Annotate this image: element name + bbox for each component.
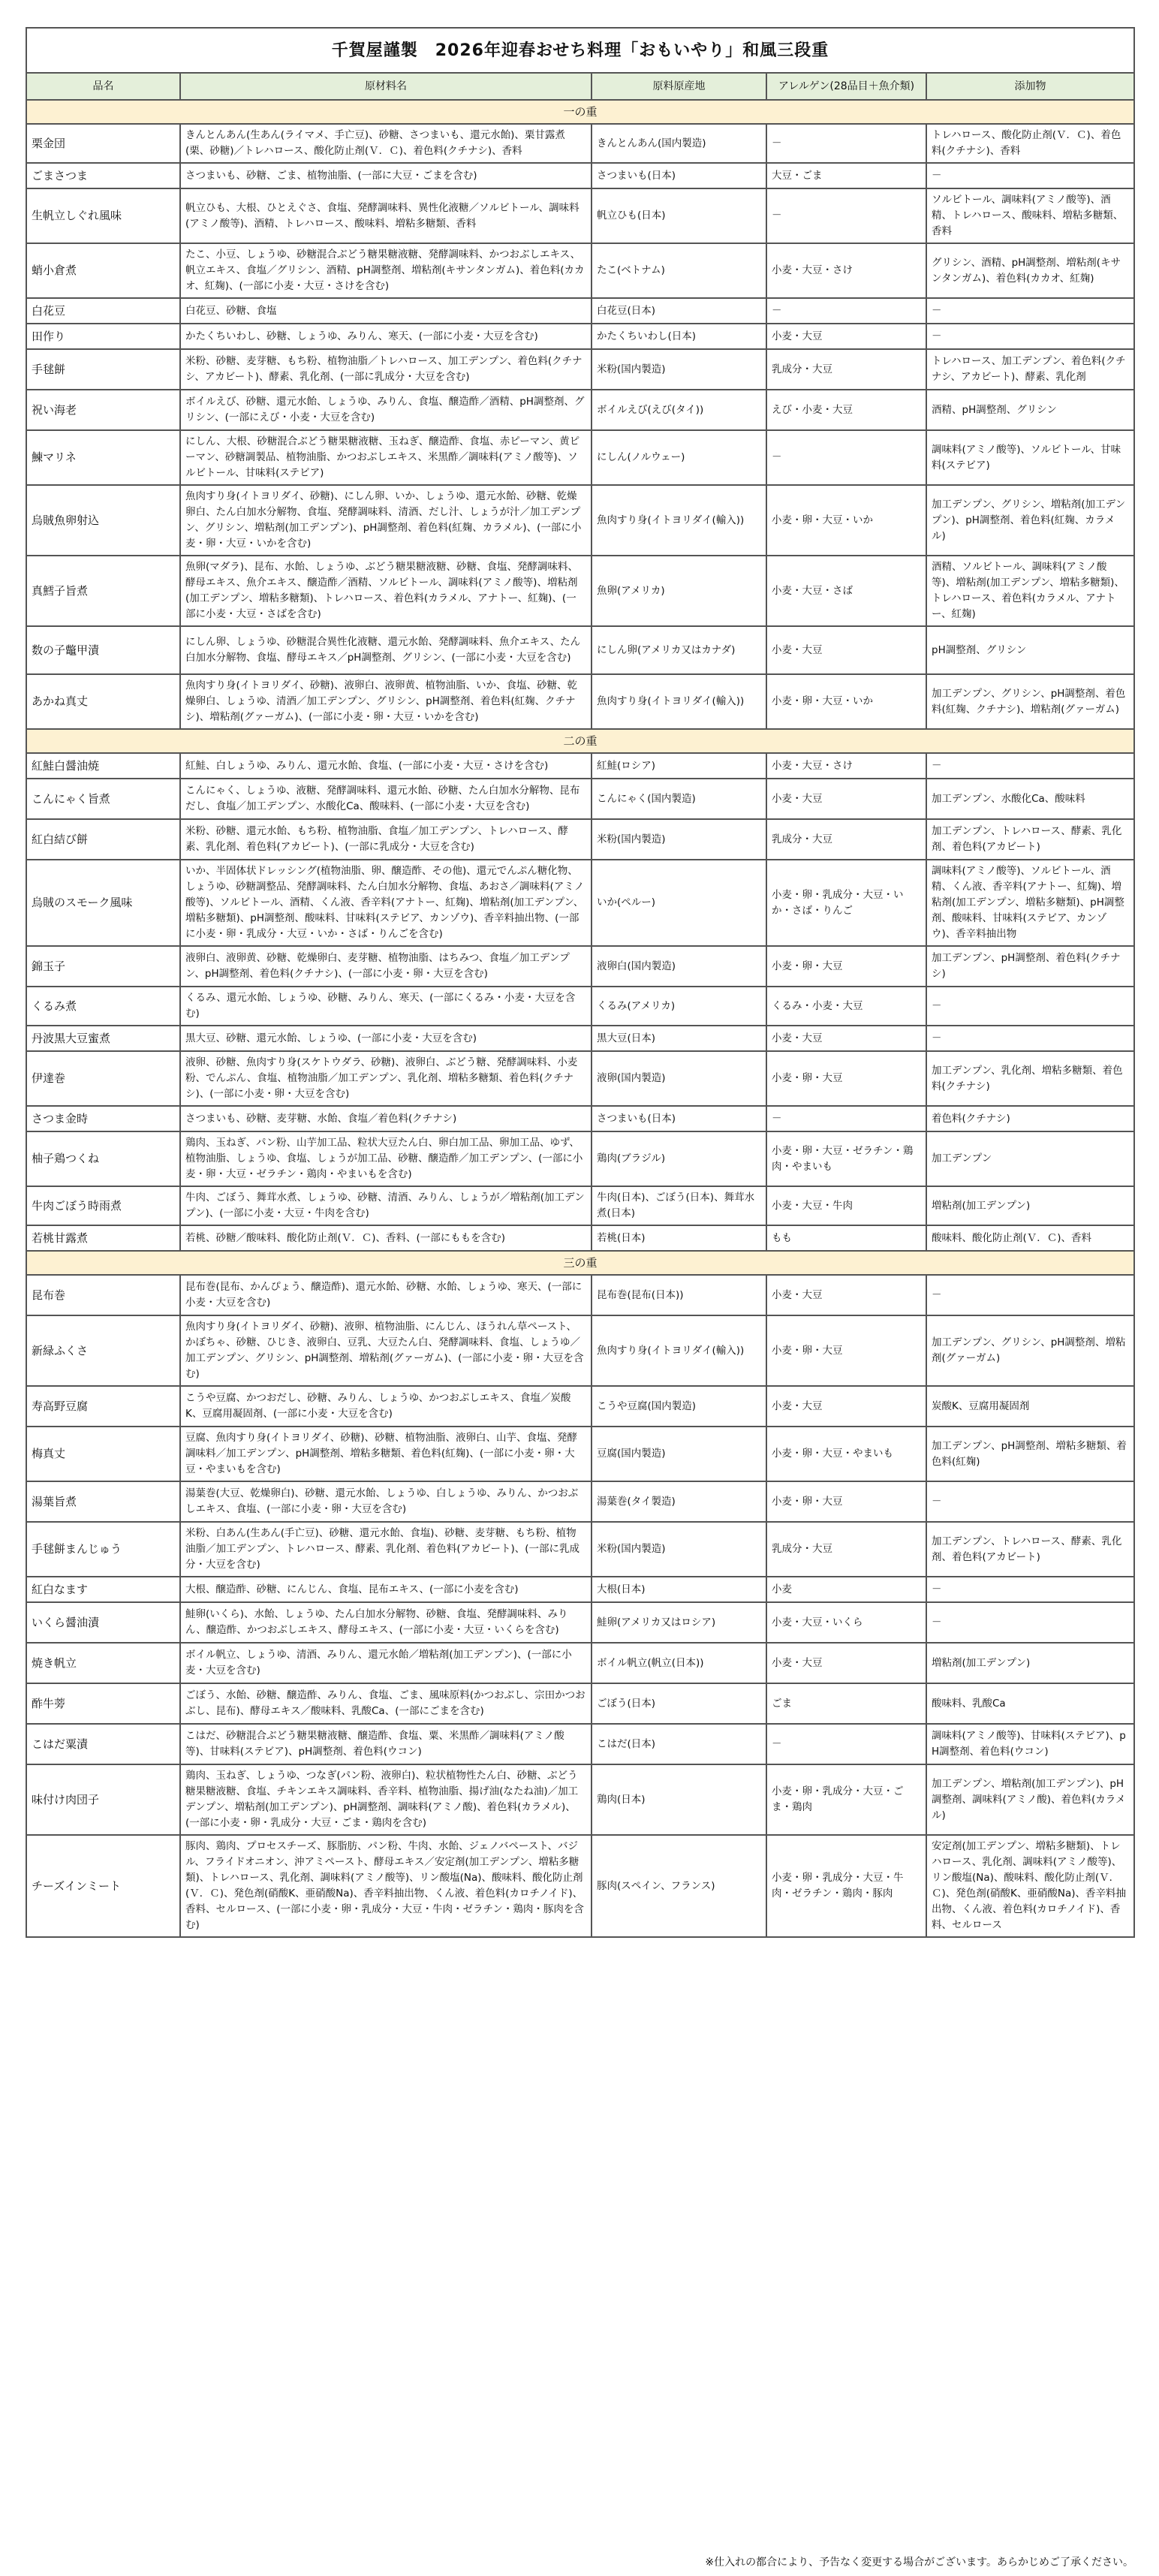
cell-allergen: 小麦・大豆	[766, 626, 926, 674]
cell-additives: 酒精、ソルビトール、調味料(アミノ酸等)、増粘剤(加工デンプン、増粘多糖類)、トレハロース、着色料(カラメル、アナトー、紅麹)	[926, 556, 1134, 626]
cell-allergen: －	[766, 298, 926, 324]
table-row	[26, 987, 1134, 1026]
cell-allergen: 小麦・卵・大豆	[766, 1481, 926, 1522]
cell-additives: pH調整剤、グリシン	[926, 626, 1134, 674]
cell-allergen: 小麦・卵・大豆・ゼラチン・鶏肉・やまいも	[766, 1131, 926, 1186]
cell-allergen: 小麦・大豆	[766, 779, 926, 819]
cell-allergen: 小麦	[766, 1577, 926, 1602]
cell-origin: ボイル帆立(帆立(日本))	[592, 1643, 766, 1683]
ingredient-sheet	[26, 27, 1133, 1938]
cell-allergen: 小麦・大豆	[766, 1643, 926, 1683]
cell-origin: 牛肉(日本)、ごぼう(日本)、舞茸水煮(日本)	[592, 1186, 766, 1225]
cell-origin: 帆立ひも(日本)	[592, 188, 766, 243]
cell-origin: 鮭卵(アメリカ又はロシア)	[592, 1602, 766, 1643]
cell-ingredients: ごぼう、水飴、砂糖、醸造酢、みりん、食塩、ごま、風味原料(かつおぶし、宗田かつおぶし、昆布)、酵母エキス／酸味料、乳酸Ca、(一部にごまを含む)	[180, 1683, 592, 1724]
cell-ingredients: 牛肉、ごぼう、舞茸水煮、しょうゆ、砂糖、清酒、みりん、しょうが／増粘剤(加工デンプン)、(一部に小麦・大豆・牛肉を含む)	[180, 1186, 592, 1225]
cell-name: 数の子鼈甲漬	[26, 626, 180, 674]
cell-allergen: 小麦・大豆・さけ	[766, 753, 926, 779]
cell-name: 手毬餅	[26, 349, 180, 390]
section-header-row	[26, 729, 1134, 753]
cell-ingredients: 大根、醸造酢、砂糖、にんじん、食塩、昆布エキス、(一部に小麦を含む)	[180, 1577, 592, 1602]
cell-additives: トレハロース、加工デンプン、着色料(クチナシ、アカビート)、酵素、乳化剤	[926, 349, 1134, 390]
col-header-additives: 添加物	[926, 73, 1134, 100]
table-row	[26, 1643, 1134, 1683]
cell-allergen: 小麦・大豆・牛肉	[766, 1186, 926, 1225]
table-row	[26, 1131, 1134, 1186]
cell-additives: 安定剤(加工デンプン、増粘多糖類)、トレハロース、乳化剤、調味料(アミノ酸等)、リン酸塩(Na)、酸味料、酸化防止剤(Ｖ．Ｃ)、発色剤(硝酸K、亜硝酸Na)、香辛料抽出物、くん液、着色料(カロチノイド)、香料、セルロース	[926, 1835, 1134, 1937]
cell-additives: 加工デンプン、トレハロース、酵素、乳化剤、着色料(アカビート)	[926, 1522, 1134, 1577]
cell-origin: ボイルえび(えび(タイ))	[592, 390, 766, 430]
table-row	[26, 1386, 1134, 1427]
cell-ingredients: かたくちいわし、砂糖、しょうゆ、みりん、寒天、(一部に小麦・大豆を含む)	[180, 324, 592, 349]
cell-additives: －	[926, 1481, 1134, 1522]
cell-name: ごまさつま	[26, 163, 180, 188]
cell-allergen: 小麦・卵・乳成分・大豆・ごま・鶏肉	[766, 1764, 926, 1835]
cell-allergen: くるみ・小麦・大豆	[766, 987, 926, 1026]
cell-allergen: 小麦・大豆・さけ	[766, 243, 926, 298]
cell-additives: －	[926, 1026, 1134, 1051]
table-row	[26, 1522, 1134, 1577]
cell-name: あかね真丈	[26, 674, 180, 729]
table-row	[26, 1481, 1134, 1522]
cell-ingredients: 魚肉すり身(イトヨリダイ、砂糖)、液卵、植物油脂、にんじん、ほうれん草ペースト、かぼちゃ、砂糖、ひじき、液卵白、豆乳、大豆たん白、発酵調味料、食塩、しょうゆ／加工デンプン、グリシン、pH調整剤、増粘剤(グァーガム)、(一部に小麦・卵・大豆を含む)	[180, 1315, 592, 1386]
cell-additives: －	[926, 324, 1134, 349]
cell-name: いくら醤油漬	[26, 1602, 180, 1643]
cell-name: 紅白結び餅	[26, 819, 180, 860]
cell-name: 昆布巻	[26, 1275, 180, 1315]
cell-name: 酢牛蒡	[26, 1683, 180, 1724]
cell-ingredients: たこ、小豆、しょうゆ、砂糖混合ぶどう糖果糖液糖、発酵調味料、かつおぶしエキス、帆立エキス、食塩／グリシン、酒精、pH調整剤、増粘剤(キサンタンガム)、着色料(カカオ、紅麹)、(一部に小麦・大豆・さけを含む)	[180, 243, 592, 298]
table-row	[26, 298, 1134, 324]
section-label: 二の重	[26, 729, 1134, 753]
cell-ingredients: こはだ、砂糖混合ぶどう糖果糖液糖、醸造酢、食塩、粟、米黒酢／調味料(アミノ酸等)、甘味料(ステビア)、pH調整剤、着色料(ウコン)	[180, 1724, 592, 1764]
cell-name: 梅真丈	[26, 1427, 180, 1481]
table-row	[26, 1186, 1134, 1225]
cell-name: 白花豆	[26, 298, 180, 324]
cell-additives: 加工デンプン、グリシン、pH調整剤、増粘剤(グァーガム)	[926, 1315, 1134, 1386]
cell-ingredients: 豚肉、鶏肉、プロセスチーズ、豚脂肪、パン粉、牛肉、水飴、ジェノバペースト、バジル、フライドオニオン、沖アミペースト、酵母エキス／安定剤(加工デンプン、増粘多糖類)、トレハロース、乳化剤、調味料(アミノ酸等)、リン酸塩(Na)、酸味料、酸化防止剤(Ｖ．Ｃ)、発色剤(硝酸K、亜硝酸Na)、香辛料抽出物、くん液、着色料(カロチノイド)、香料、セルロース、(一部に小麦・卵・乳成分・大豆・牛肉・ゼラチン・鶏肉・豚肉を含む)	[180, 1835, 592, 1937]
cell-ingredients: 鶏肉、玉ねぎ、パン粉、山芋加工品、粒状大豆たん白、卵白加工品、卵加工品、ゆず、植物油脂、しょうゆ、食塩、しょうが加工品、砂糖、醸造酢／加工デンプン、(一部に小麦・卵・大豆・ゼラチン・鶏肉・やまいもを含む)	[180, 1131, 592, 1186]
table-row	[26, 349, 1134, 390]
cell-ingredients: 米粉、砂糖、還元水飴、もち粉、植物油脂、食塩／加工デンプン、トレハロース、酵素、乳化剤、着色料(アカビート)、(一部に乳成分・大豆を含む)	[180, 819, 592, 860]
cell-name: 若桃甘露煮	[26, 1225, 180, 1251]
cell-allergen: 小麦・卵・乳成分・大豆・牛肉・ゼラチン・鶏肉・豚肉	[766, 1835, 926, 1937]
cell-additives: 加工デンプン、水酸化Ca、酸味料	[926, 779, 1134, 819]
cell-ingredients: 鶏肉、玉ねぎ、しょうゆ、つなぎ(パン粉、液卵白)、粒状植物性たん白、砂糖、ぶどう糖果糖液糖、食塩、チキンエキス調味料、香辛料、植物油脂、揚げ油(なたね油)／加工デンプン、増粘剤(加工デンプン)、pH調整剤、調味料(アミノ酸)、着色料(カラメル)、(一部に小麦・卵・乳成分・大豆・ごま・鶏肉を含む)	[180, 1764, 592, 1835]
cell-allergen: 乳成分・大豆	[766, 819, 926, 860]
table-row	[26, 485, 1134, 556]
table-row	[26, 753, 1134, 779]
cell-origin: こうや豆腐(国内製造)	[592, 1386, 766, 1427]
cell-additives: －	[926, 1602, 1134, 1643]
cell-origin: 豆腐(国内製造)	[592, 1427, 766, 1481]
cell-additives: ソルビトール、調味料(アミノ酸等)、酒精、トレハロース、酸味料、増粘多糖類、香料	[926, 188, 1134, 243]
cell-additives: 酸味料、酸化防止剤(Ｖ．Ｃ)、香料	[926, 1225, 1134, 1251]
cell-origin: 魚卵(アメリカ)	[592, 556, 766, 626]
cell-ingredients: さつまいも、砂糖、麦芽糖、水飴、食塩／着色料(クチナシ)	[180, 1106, 592, 1131]
cell-origin: 大根(日本)	[592, 1577, 766, 1602]
table-row	[26, 163, 1134, 188]
table-row	[26, 626, 1134, 674]
cell-allergen: えび・小麦・大豆	[766, 390, 926, 430]
cell-name: 紅白なます	[26, 1577, 180, 1602]
cell-allergen: 小麦・卵・大豆	[766, 946, 926, 987]
title-row	[26, 28, 1134, 73]
table-row	[26, 1026, 1134, 1051]
cell-ingredients: 豆腐、魚肉すり身(イトヨリダイ、砂糖)、砂糖、植物油脂、液卵白、山芋、食塩、発酵調味料／加工デンプン、pH調整剤、増粘多糖類、着色料(紅麹)、(一部に小麦・卵・大豆・やまいもを含む)	[180, 1427, 592, 1481]
section-label: 三の重	[26, 1251, 1134, 1275]
cell-ingredients: ボイルえび、砂糖、還元水飴、しょうゆ、みりん、食塩、醸造酢／酒精、pH調整剤、グリシン、(一部にえび・小麦・大豆を含む)	[180, 390, 592, 430]
cell-origin: 鶏肉(日本)	[592, 1764, 766, 1835]
cell-origin: たこ(ベトナム)	[592, 243, 766, 298]
cell-origin: 魚肉すり身(イトヨリダイ(輸入))	[592, 1315, 766, 1386]
section-header-row	[26, 100, 1134, 124]
cell-allergen: 小麦・大豆	[766, 324, 926, 349]
header-row	[26, 73, 1134, 100]
cell-additives: 増粘剤(加工デンプン)	[926, 1643, 1134, 1683]
cell-ingredients: きんとんあん(生あん(ライマメ、手亡豆)、砂糖、さつまいも、還元水飴)、栗甘露煮(栗、砂糖)／トレハロース、酸化防止剤(Ｖ．Ｃ)、着色料(クチナシ)、香料	[180, 124, 592, 163]
cell-additives: 着色料(クチナシ)	[926, 1106, 1134, 1131]
cell-additives: 加工デンプン、乳化剤、増粘多糖類、着色料(クチナシ)	[926, 1051, 1134, 1106]
cell-ingredients: 魚肉すり身(イトヨリダイ、砂糖)、液卵白、液卵黄、植物油脂、いか、食塩、砂糖、乾燥卵白、しょうゆ、清酒／加工デンプン、グリシン、pH調整剤、着色料(紅麹、クチナシ)、増粘剤(グァーガム)、(一部に小麦・卵・大豆・いかを含む)	[180, 674, 592, 729]
cell-ingredients: 昆布巻(昆布、かんぴょう、醸造酢)、還元水飴、砂糖、水飴、しょうゆ、寒天、(一部に小麦・大豆を含む)	[180, 1275, 592, 1315]
cell-name: 田作り	[26, 324, 180, 349]
cell-name: 牛肉ごぼう時雨煮	[26, 1186, 180, 1225]
cell-name: 焼き帆立	[26, 1643, 180, 1683]
table-row	[26, 1225, 1134, 1251]
cell-allergen: 小麦・大豆	[766, 1275, 926, 1315]
cell-origin: 紅鮭(ロシア)	[592, 753, 766, 779]
table-row	[26, 1764, 1134, 1835]
cell-allergen: －	[766, 1724, 926, 1764]
cell-ingredients: 魚肉すり身(イトヨリダイ、砂糖)、にしん卵、いか、しょうゆ、還元水飴、砂糖、乾燥卵白、たん白加水分解物、食塩、発酵調味料、清酒、だし汁、しょうが汁／加工デンプン、グリシン、増粘剤(加工デンプン)、pH調整剤、着色料(紅麹、カラメル)、(一部に小麦・卵・大豆・いかを含む)	[180, 485, 592, 556]
table-row	[26, 1577, 1134, 1602]
cell-ingredients: こうや豆腐、かつおだし、砂糖、みりん、しょうゆ、かつおぶしエキス、食塩／炭酸K、豆腐用凝固剤、(一部に小麦・大豆を含む)	[180, 1386, 592, 1427]
table-row	[26, 819, 1134, 860]
cell-ingredients: こんにゃく、しょうゆ、液糖、発酵調味料、還元水飴、砂糖、たん白加水分解物、昆布だし、食塩／加工デンプン、水酸化Ca、酸味料、(一部に小麦・大豆を含む)	[180, 779, 592, 819]
cell-allergen: 乳成分・大豆	[766, 349, 926, 390]
col-header-allergen: アレルゲン(28品目＋魚介類)	[766, 73, 926, 100]
cell-additives: 加工デンプン	[926, 1131, 1134, 1186]
cell-ingredients: 帆立ひも、大根、ひとえぐさ、食塩、発酵調味料、異性化液糖／ソルビトール、調味料(アミノ酸等)、酒精、トレハロース、酸味料、増粘多糖類、香料	[180, 188, 592, 243]
cell-ingredients: 鮭卵(いくら)、水飴、しょうゆ、たん白加水分解物、砂糖、食塩、発酵調味料、みりん、醸造酢、かつおぶしエキス、酵母エキス、(一部に小麦・大豆・いくらを含む)	[180, 1602, 592, 1643]
cell-ingredients: 米粉、白あん(生あん(手亡豆)、砂糖、還元水飴、食塩)、砂糖、麦芽糖、もち粉、植物油脂／加工デンプン、トレハロース、酵素、乳化剤、着色料(アカビート)、(一部に乳成分・大豆を含む)	[180, 1522, 592, 1577]
table-row	[26, 1427, 1134, 1481]
cell-origin: 湯葉巻(タイ製造)	[592, 1481, 766, 1522]
cell-additives: グリシン、酒精、pH調整剤、増粘剤(キサンタンガム)、着色料(カカオ、紅麹)	[926, 243, 1134, 298]
cell-allergen: 小麦・大豆	[766, 1386, 926, 1427]
cell-origin: 米粉(国内製造)	[592, 819, 766, 860]
cell-name: さつま金時	[26, 1106, 180, 1131]
cell-origin: 昆布巻(昆布(日本))	[592, 1275, 766, 1315]
cell-origin: かたくちいわし(日本)	[592, 324, 766, 349]
table-row	[26, 1106, 1134, 1131]
cell-origin: 白花豆(日本)	[592, 298, 766, 324]
table-row	[26, 430, 1134, 485]
cell-name: チーズインミート	[26, 1835, 180, 1937]
cell-name: 柚子鶏つくね	[26, 1131, 180, 1186]
cell-origin: 液卵白(国内製造)	[592, 946, 766, 987]
cell-origin: 豚肉(スペイン、フランス)	[592, 1835, 766, 1937]
cell-name: 味付け肉団子	[26, 1764, 180, 1835]
cell-name: 新緑ふくさ	[26, 1315, 180, 1386]
cell-ingredients: 紅鮭、白しょうゆ、みりん、還元水飴、食塩、(一部に小麦・大豆・さけを含む)	[180, 753, 592, 779]
ingredient-table	[26, 27, 1135, 1938]
cell-ingredients: 液卵白、液卵黄、砂糖、乾燥卵白、麦芽糖、植物油脂、はちみつ、食塩／加工デンプン、pH調整剤、着色料(クチナシ)、(一部に小麦・卵・大豆を含む)	[180, 946, 592, 987]
table-row	[26, 860, 1134, 946]
cell-allergen: 大豆・ごま	[766, 163, 926, 188]
cell-additives: 調味料(アミノ酸等)、ソルビトール、甘味料(ステビア)	[926, 430, 1134, 485]
cell-ingredients: 液卵、砂糖、魚肉すり身(スケトウダラ、砂糖)、液卵白、ぶどう糖、発酵調味料、小麦粉、でんぷん、食塩、植物油脂／加工デンプン、乳化剤、増粘多糖類、着色料(クチナシ)、(一部に小麦・卵・大豆を含む)	[180, 1051, 592, 1106]
cell-name: 生帆立しぐれ風味	[26, 188, 180, 243]
cell-name: 真鱈子旨煮	[26, 556, 180, 626]
cell-additives: 調味料(アミノ酸等)、ソルビトール、酒精、くん液、香辛料(アナトー、紅麹)、増粘剤(加工デンプン、増粘多糖類)、pH調整剤、酸味料、甘味料(ステビア、カンゾウ)、香辛料抽出物	[926, 860, 1134, 946]
cell-name: 紅鮭白醤油焼	[26, 753, 180, 779]
cell-origin: 魚肉すり身(イトヨリダイ(輸入))	[592, 674, 766, 729]
section-header-row	[26, 1251, 1134, 1275]
table-row	[26, 1315, 1134, 1386]
cell-additives: 加工デンプン、グリシン、増粘剤(加工デンプン)、pH調整剤、着色料(紅麹、カラメル)	[926, 485, 1134, 556]
cell-ingredients: 若桃、砂糖／酸味料、酸化防止剤(Ｖ．Ｃ)、香料、(一部にももを含む)	[180, 1225, 592, 1251]
table-row	[26, 1602, 1134, 1643]
table-row	[26, 1724, 1134, 1764]
cell-name: 栗金団	[26, 124, 180, 163]
cell-additives: 調味料(アミノ酸等)、甘味料(ステビア)、pH調整剤、着色料(ウコン)	[926, 1724, 1134, 1764]
col-header-origin: 原料原産地	[592, 73, 766, 100]
cell-additives: －	[926, 753, 1134, 779]
cell-additives: －	[926, 1577, 1134, 1602]
cell-ingredients: にしん、大根、砂糖混合ぶどう糖果糖液糖、玉ねぎ、醸造酢、食塩、赤ピーマン、黄ピーマン、砂糖調製品、植物油脂、かつおぶしエキス、米黒酢／調味料(アミノ酸等)、ソルビトール、甘味料(ステビア)	[180, 430, 592, 485]
cell-allergen: 小麦・大豆・いくら	[766, 1602, 926, 1643]
cell-origin: いか(ペルー)	[592, 860, 766, 946]
cell-allergen: ごま	[766, 1683, 926, 1724]
cell-ingredients: いか、半固体状ドレッシング(植物油脂、卵、醸造酢、その他)、還元でんぷん糖化物、しょうゆ、砂糖調整品、発酵調味料、たん白加水分解物、食塩、あおさ／調味料(アミノ酸等)、ソルビトール、酒精、くん液、香辛料(アナトー、紅麹)、増粘剤(加工デンプン、増粘多糖類)、pH調整剤、酸味料、甘味料(ステビア、カンゾウ)、香辛料抽出物、(一部に小麦・卵・乳成分・大豆・いか・さば・りんごを含む)	[180, 860, 592, 946]
cell-origin: さつまいも(日本)	[592, 163, 766, 188]
cell-additives: －	[926, 987, 1134, 1026]
cell-name: 烏賊魚卵射込	[26, 485, 180, 556]
table-row	[26, 779, 1134, 819]
cell-allergen: 小麦・卵・大豆	[766, 1315, 926, 1386]
cell-additives: 加工デンプン、増粘剤(加工デンプン)、pH調整剤、調味料(アミノ酸)、着色料(カラメル)	[926, 1764, 1134, 1835]
cell-name: 蛸小倉煮	[26, 243, 180, 298]
cell-ingredients: さつまいも、砂糖、ごま、植物油脂、(一部に大豆・ごまを含む)	[180, 163, 592, 188]
cell-allergen: 小麦・大豆	[766, 1026, 926, 1051]
cell-additives: トレハロース、酸化防止剤(Ｖ．Ｃ)、着色料(クチナシ)、香料	[926, 124, 1134, 163]
col-header-name: 品名	[26, 73, 180, 100]
cell-additives: 加工デンプン、pH調整剤、増粘多糖類、着色料(紅麹)	[926, 1427, 1134, 1481]
table-row	[26, 946, 1134, 987]
cell-name: 錦玉子	[26, 946, 180, 987]
cell-name: くるみ煮	[26, 987, 180, 1026]
cell-name: 丹波黒大豆蜜煮	[26, 1026, 180, 1051]
cell-allergen: 小麦・大豆・さば	[766, 556, 926, 626]
cell-origin: にしん(ノルウェー)	[592, 430, 766, 485]
cell-additives: 増粘剤(加工デンプン)	[926, 1186, 1134, 1225]
cell-origin: にしん卵(アメリカ又はカナダ)	[592, 626, 766, 674]
cell-name: 祝い海老	[26, 390, 180, 430]
cell-name: こはだ粟漬	[26, 1724, 180, 1764]
cell-origin: 魚肉すり身(イトヨリダイ(輸入))	[592, 485, 766, 556]
cell-additives: 加工デンプン、グリシン、pH調整剤、着色料(紅麹、クチナシ)、増粘剤(グァーガム)	[926, 674, 1134, 729]
table-row	[26, 674, 1134, 729]
cell-allergen: －	[766, 124, 926, 163]
cell-origin: こはだ(日本)	[592, 1724, 766, 1764]
cell-name: 湯葉旨煮	[26, 1481, 180, 1522]
page-title: 千賀屋謹製 2026年迎春おせち料理「おもいやり」和風三段重	[26, 28, 1134, 73]
cell-origin: 黒大豆(日本)	[592, 1026, 766, 1051]
cell-origin: 米粉(国内製造)	[592, 349, 766, 390]
cell-allergen: －	[766, 430, 926, 485]
cell-ingredients: 魚卵(マダラ)、昆布、水飴、しょうゆ、ぶどう糖果糖液糖、砂糖、食塩、発酵調味料、酵母エキス、魚介エキス、醸造酢／酒精、ソルビトール、調味料(アミノ酸等)、増粘剤(加工デンプン、増粘多糖類)、トレハロース、着色料(カラメル、アナトー、紅麹)、(一部に小麦・大豆・さばを含む)	[180, 556, 592, 626]
cell-allergen: 小麦・卵・乳成分・大豆・いか・さば・りんご	[766, 860, 926, 946]
cell-ingredients: 湯葉巻(大豆、乾燥卵白)、砂糖、還元水飴、しょうゆ、白しょうゆ、みりん、かつおぶしエキス、食塩、(一部に小麦・卵・大豆を含む)	[180, 1481, 592, 1522]
table-body	[26, 100, 1134, 1937]
cell-ingredients: ボイル帆立、しょうゆ、清酒、みりん、還元水飴／増粘剤(加工デンプン)、(一部に小麦・大豆を含む)	[180, 1643, 592, 1683]
table-row	[26, 1275, 1134, 1315]
cell-additives: 酒精、pH調整剤、グリシン	[926, 390, 1134, 430]
cell-allergen: 乳成分・大豆	[766, 1522, 926, 1577]
cell-ingredients: 米粉、砂糖、麦芽糖、もち粉、植物油脂／トレハロース、加工デンプン、着色料(クチナシ、アカビート)、酵素、乳化剤、(一部に乳成分・大豆を含む)	[180, 349, 592, 390]
cell-origin: ごぼう(日本)	[592, 1683, 766, 1724]
cell-additives: －	[926, 298, 1134, 324]
table-row	[26, 556, 1134, 626]
cell-additives: －	[926, 1275, 1134, 1315]
table-row	[26, 390, 1134, 430]
cell-additives: 加工デンプン、pH調整剤、着色料(クチナシ)	[926, 946, 1134, 987]
cell-origin: くるみ(アメリカ)	[592, 987, 766, 1026]
cell-allergen: 小麦・卵・大豆・いか	[766, 674, 926, 729]
cell-additives: －	[926, 163, 1134, 188]
cell-name: こんにゃく旨煮	[26, 779, 180, 819]
table-row	[26, 188, 1134, 243]
cell-ingredients: 黒大豆、砂糖、還元水飴、しょうゆ、(一部に小麦・大豆を含む)	[180, 1026, 592, 1051]
cell-origin: さつまいも(日本)	[592, 1106, 766, 1131]
footnote: ※仕入れの都合により、予告なく変更する場合がございます。あらかじめご了承ください。	[705, 2556, 1133, 2568]
cell-additives: 酸味料、乳酸Ca	[926, 1683, 1134, 1724]
cell-origin: こんにゃく(国内製造)	[592, 779, 766, 819]
cell-allergen: 小麦・卵・大豆	[766, 1051, 926, 1106]
table-row	[26, 243, 1134, 298]
cell-ingredients: くるみ、還元水飴、しょうゆ、砂糖、みりん、寒天、(一部にくるみ・小麦・大豆を含む)	[180, 987, 592, 1026]
cell-allergen: －	[766, 188, 926, 243]
cell-name: 烏賊のスモーク風味	[26, 860, 180, 946]
cell-origin: 鶏肉(ブラジル)	[592, 1131, 766, 1186]
cell-allergen: もも	[766, 1225, 926, 1251]
cell-name: 鰊マリネ	[26, 430, 180, 485]
cell-origin: きんとんあん(国内製造)	[592, 124, 766, 163]
cell-allergen: 小麦・卵・大豆・やまいも	[766, 1427, 926, 1481]
table-row	[26, 324, 1134, 349]
cell-origin: 米粉(国内製造)	[592, 1522, 766, 1577]
table-row	[26, 124, 1134, 163]
cell-ingredients: にしん卵、しょうゆ、砂糖混合異性化液糖、還元水飴、発酵調味料、魚介エキス、たん白加水分解物、食塩、酵母エキス／pH調整剤、グリシン、(一部に小麦・大豆を含む)	[180, 626, 592, 674]
cell-name: 手毬餅まんじゅう	[26, 1522, 180, 1577]
cell-ingredients: 白花豆、砂糖、食塩	[180, 298, 592, 324]
cell-origin: 液卵(国内製造)	[592, 1051, 766, 1106]
cell-additives: 加工デンプン、トレハロース、酵素、乳化剤、着色料(アカビート)	[926, 819, 1134, 860]
table-row	[26, 1051, 1134, 1106]
col-header-ingredients: 原材料名	[180, 73, 592, 100]
cell-allergen: 小麦・卵・大豆・いか	[766, 485, 926, 556]
cell-name: 伊達巻	[26, 1051, 180, 1106]
cell-origin: 若桃(日本)	[592, 1225, 766, 1251]
cell-name: 寿高野豆腐	[26, 1386, 180, 1427]
cell-allergen: －	[766, 1106, 926, 1131]
table-row	[26, 1835, 1134, 1937]
section-label: 一の重	[26, 100, 1134, 124]
cell-additives: 炭酸K、豆腐用凝固剤	[926, 1386, 1134, 1427]
table-row	[26, 1683, 1134, 1724]
